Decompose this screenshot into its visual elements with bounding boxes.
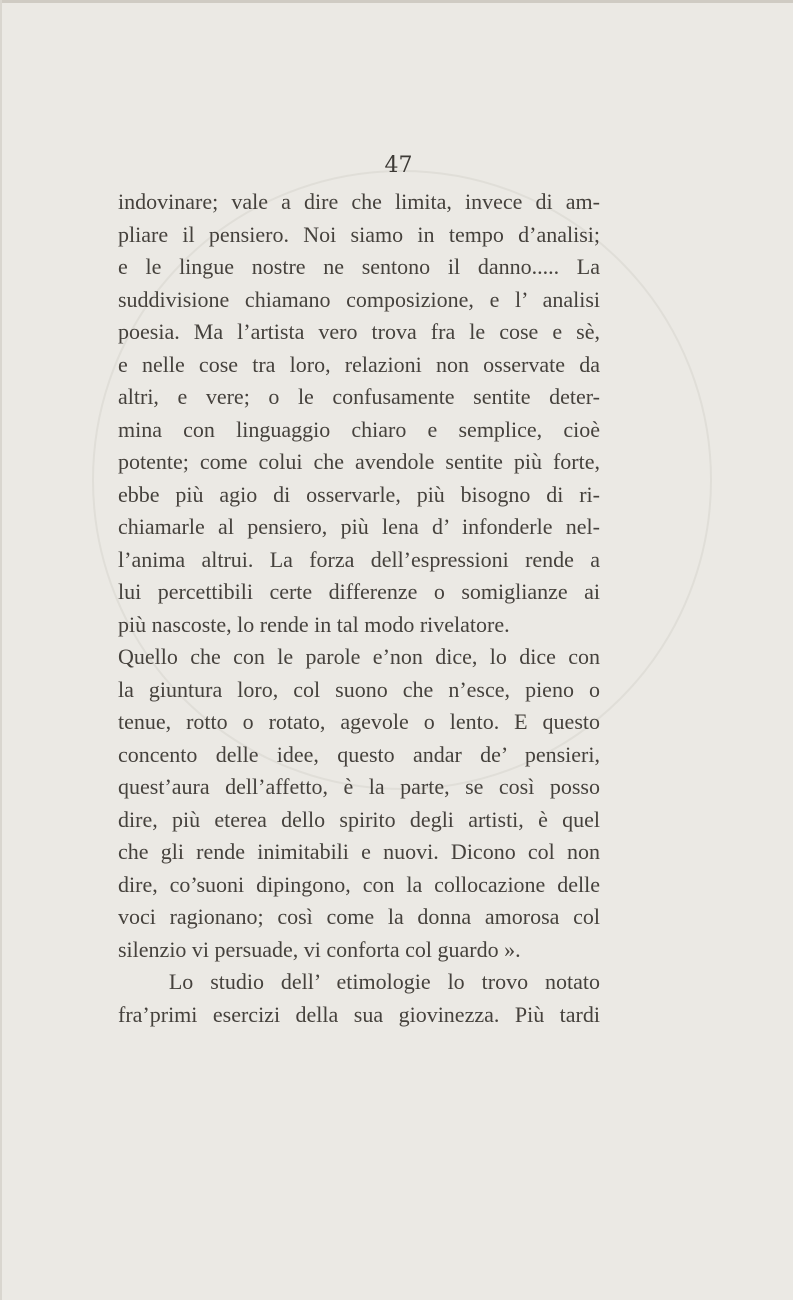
text-line: e nelle cose tra loro, relazioni non osservate da <box>118 351 600 377</box>
text-line: l’anima altrui. La forza dell’espressioni rende a <box>118 546 600 572</box>
text-line: la giuntura loro, col suono che n’esce, pieno o <box>118 676 600 702</box>
text-line: più nascoste, lo rende in tal modo rivelatore. <box>118 611 510 637</box>
text-line: chiamarle al pensiero, più lena d’ infonderle nel- <box>118 514 600 539</box>
text-line: pliare il pensiero. Noi siamo in tempo d’analisi; <box>118 221 600 247</box>
text-line: mina con linguaggio chiaro e semplice, cioè <box>118 416 600 442</box>
text-line: fra’primi esercizi della sua giovinezza. Più tardi <box>118 1001 600 1027</box>
body-text <box>118 186 600 1031</box>
page-number: 47 <box>384 153 413 178</box>
text-line: altri, e vere; o le confusamente sentite deter- <box>118 384 600 409</box>
text-line: dire, co’suoni dipingono, con la collocazione delle <box>118 871 600 897</box>
text-line: quest’aura dell’affetto, è la parte, se così posso <box>118 774 600 799</box>
text-line: potente; come colui che avendole sentite più forte, <box>118 449 600 474</box>
text-line: silenzio vi persuade, vi conforta col guardo ». <box>118 936 521 962</box>
text-line: suddivisione chiamano composizione, e l’ analisi <box>118 286 600 312</box>
page-top-edge <box>2 0 793 3</box>
text-line: lui percettibili certe differenze o somiglianze ai <box>118 579 600 604</box>
text-line: concento delle idee, questo andar de’ pensieri, <box>118 741 600 767</box>
text-line: dire, più eterea dello spirito degli artisti, è quel <box>118 806 600 832</box>
text-line: voci ragionano; così come la donna amorosa col <box>118 904 600 929</box>
text-line: Lo studio dell’ etimologie lo trovo notato <box>118 969 600 994</box>
text-line: che gli rende inimitabili e nuovi. Dicono col non <box>118 839 600 864</box>
text-line: tenue, rotto o rotato, agevole o lento. E questo <box>118 709 600 734</box>
text-line: e le lingue nostre ne sentono il danno..... La <box>118 254 600 279</box>
text-line: poesia. Ma l’artista vero trova fra le cose e sè, <box>118 319 600 344</box>
text-line: ebbe più agio di osservarle, più bisogno di ri- <box>118 481 600 507</box>
text-line: indovinare; vale a dire che limita, invece di am- <box>118 189 600 214</box>
text-line: Quello che con le parole e’non dice, lo dice con <box>118 644 600 669</box>
